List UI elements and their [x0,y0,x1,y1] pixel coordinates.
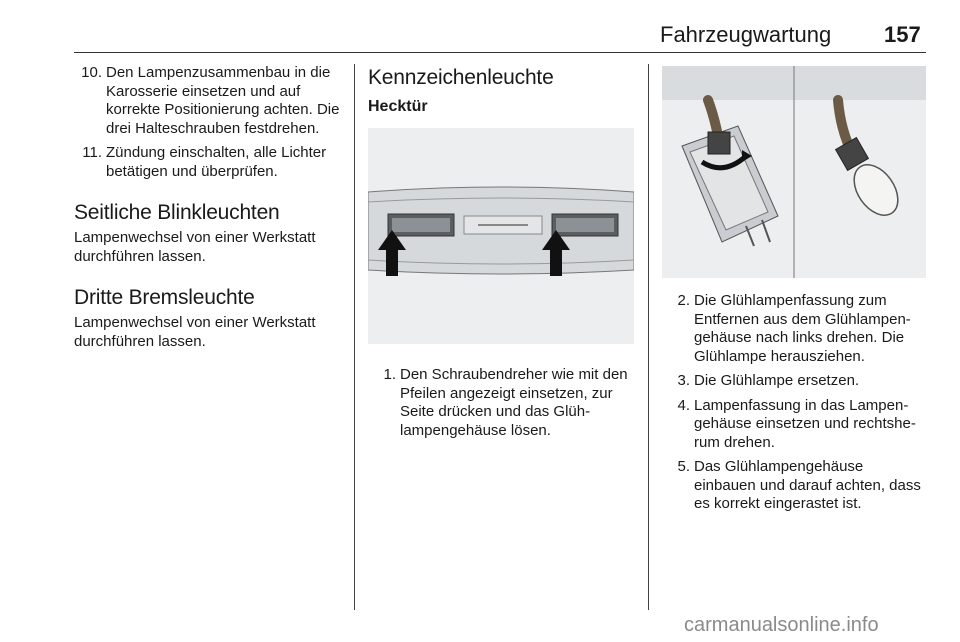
page-header-title: Fahrzeugwartung [660,22,832,47]
step-number: 5. [677,458,690,475]
section-heading-third-brake-light: Dritte Bremsleuchte [74,286,255,309]
step-3 [662,372,926,391]
column-2 [368,64,634,446]
column-divider-left [354,64,355,610]
step-number: 2. [677,292,690,309]
license-plate-light-figure [368,128,634,344]
section-text-third-brake-light: Lampenwechsel von einer Werkstatt durchführen lassen. [74,314,316,350]
step-text: Zündung einschalten, alle Lichter betätigen und überprüfen. [106,144,327,180]
step-number: 10. [81,64,102,81]
step-text: Den Lampenzusammenbau in die Karosserie einsetzen und auf korrekte Positionierung achten. Die drei Halteschrauben festdrehen. [106,64,340,137]
step-1 [368,366,634,440]
step-text: Die Glühlampe ersetzen. [694,372,860,389]
step-4 [662,397,926,453]
step-10 [74,64,346,138]
page-number: 157 [884,22,921,47]
column-3 [662,64,926,520]
step-number: 1. [383,366,396,383]
step-text: Den Schraubendreher wie mit den Pfeilen angezeigt einsetzen, zur Seite drücken und das Glühlampengehäuse lösen. [400,366,628,439]
section-text-side-indicators: Lampenwechsel von einer Werkstatt durchführen lassen. [74,229,316,265]
column-1 [74,64,346,351]
step-text: Lampenfassung in das Lampengehäuse einsetzen und rechtsherum drehen. [694,396,916,451]
column-divider-right [648,64,649,610]
tailgate-illustration [368,128,634,344]
section-heading-side-indicators: Seitliche Blinkleuchten [74,201,280,224]
subsection-heading-tailgate: Hecktür [368,98,428,115]
step-number: 4. [677,396,690,414]
bulb-socket-figure [662,66,926,278]
step-number: 3. [677,372,690,389]
step-5 [662,458,926,514]
header-rule [74,52,926,53]
step-2 [662,292,926,366]
bulb-removal-illustration [662,66,926,278]
section-heading-license-plate-light: Kennzeichenleuchte [368,66,554,89]
step-11 [74,144,346,181]
step-text: Die Glühlampenfassung zum Entfernen aus dem Glühlampengehäuse nach links drehen. Die Glühlampe herausziehen. [694,292,911,365]
step-text: Das Glühlampengehäuse einbauen und darauf achten, dass es korrekt eingerastet ist. [694,458,921,512]
step-number: 11. [82,144,102,161]
watermark: carmanualsonline.info [684,614,879,636]
